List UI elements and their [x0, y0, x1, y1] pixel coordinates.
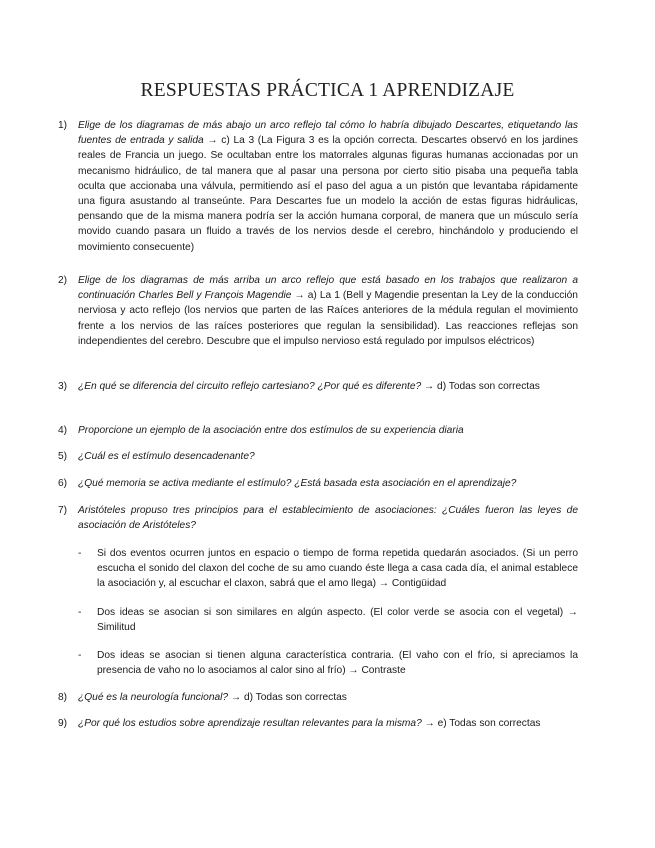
question-number: 2) — [58, 275, 68, 286]
answer-text: → e) Todas son correctas — [424, 718, 541, 729]
principle-item-contiguity — [78, 546, 578, 592]
question-number: 3) — [58, 381, 68, 392]
page-title: RESPUESTAS PRÁCTICA 1 APRENDIZAJE — [140, 80, 515, 101]
question-item-6 — [58, 476, 578, 491]
question-text: ¿En qué se diferencia del circuito reflejo cartesiano? ¿Por qué es diferente? — [78, 381, 422, 392]
principle-text: Dos ideas se asocian si son similares en algún aspecto. (El color verde se asocia con el vegetal) → Similitud — [97, 607, 578, 634]
question-item-4 — [58, 423, 578, 438]
question-text: Elige de los diagramas de más abajo un arco reflejo tal cómo lo habría dibujado Descartes, etiquetando las fuentes de entrada y salida — [78, 120, 578, 147]
question-item-3 — [58, 379, 578, 394]
question-text: Aristóteles propuso tres principios para el establecimiento de asociaciones: ¿Cuáles fueron las leyes de asociación de Aristóteles? — [78, 505, 578, 532]
question-item-9 — [58, 716, 578, 731]
question-item-1 — [58, 118, 578, 255]
question-item-2 — [58, 273, 578, 349]
question-text: Elige de los diagramas de más arriba un arco reflejo que está basado en los trabajos que realizaron a continuación Charles Bell y François Magendie — [78, 275, 578, 302]
question-number: 5) — [58, 451, 68, 462]
answer-text: → d) Todas son correctas — [230, 692, 347, 703]
question-item-5 — [58, 449, 578, 464]
bullet-dash: - — [78, 607, 82, 618]
principle-text: Si dos eventos ocurren juntos en espacio o tiempo de forma repetida quedarán asociados. (Si un perro escucha el sonido del claxon del coche de su amo cuando éste llega a casa cada día, el animal establece la asociación y, al escuchar el claxon, sabrá que el amo llega) → Contigüidad — [97, 548, 578, 590]
question-item-8 — [58, 690, 578, 705]
question-text: ¿Por qué los estudios sobre aprendizaje resultan relevantes para la misma? — [78, 718, 422, 729]
question-text: ¿Qué es la neurología funcional? — [78, 692, 229, 703]
answer-text: → a) La 1 (Bell y Magendie presentan la Ley de la conducción nerviosa y acto reflejo (los nervios que parten de las Raíces anteriores de la médula regulan el movimiento frente a los nervios de las raíces posteriores que regulan la sensibilidad). Las reacciones reflejas son independientes del cerebro. Descubre que el impulso nervioso está regulado por impulsos eléctricos) — [78, 290, 578, 347]
question-number: 4) — [58, 425, 68, 436]
question-text: Proporcione un ejemplo de la asociación entre dos estímulos de su experiencia diaria — [78, 425, 464, 436]
question-text: ¿Qué memoria se activa mediante el estímulo? ¿Está basada esta asociación en el aprendizaje? — [78, 478, 517, 489]
question-text: ¿Cuál es el estímulo desencadenante? — [78, 451, 255, 462]
question-number: 7) — [58, 505, 68, 516]
question-number: 6) — [58, 478, 68, 489]
question-number: 1) — [58, 120, 68, 131]
principle-item-contrast — [78, 648, 578, 678]
answer-text: → c) La 3 (La Figura 3 es la opción correcta. Descartes observó en los jardines reales de Francia un juego. Se ocultaban entre los matorrales algunas figuras humanas accionadas por un mecanismo hidráulico, de tal manera que al pasar una persona por cierto sitio pisaba una pequeña tabla oculta que accionaba una válvula, permitiendo así el paso del agua a un pistón que levantaba rápidamente una figura asustando al transeúnte. Para Descartes fue un modelo la acción de estas figuras hidráulicas, pensando que de la misma manera podría ser la acción humana corporal, de manera que un músculo sería movido cuando pasara un fluido a través de los nervios desde el cerebro, hinchándolo y produciendo el movimiento consecuente) — [78, 135, 578, 253]
principle-text: Dos ideas se asocian si tienen alguna característica contraria. (El vaho con el frío, si apreciamos la presencia de vaho no lo asociamos al calor sino al frío) → Contraste — [97, 650, 578, 677]
bullet-dash: - — [78, 548, 82, 559]
answer-text: → d) Todas son correctas — [424, 381, 540, 392]
question-item-7 — [58, 503, 578, 533]
bullet-dash: - — [78, 650, 82, 661]
question-number: 9) — [58, 718, 68, 729]
question-number: 8) — [58, 692, 68, 703]
principle-item-similarity — [78, 605, 578, 635]
